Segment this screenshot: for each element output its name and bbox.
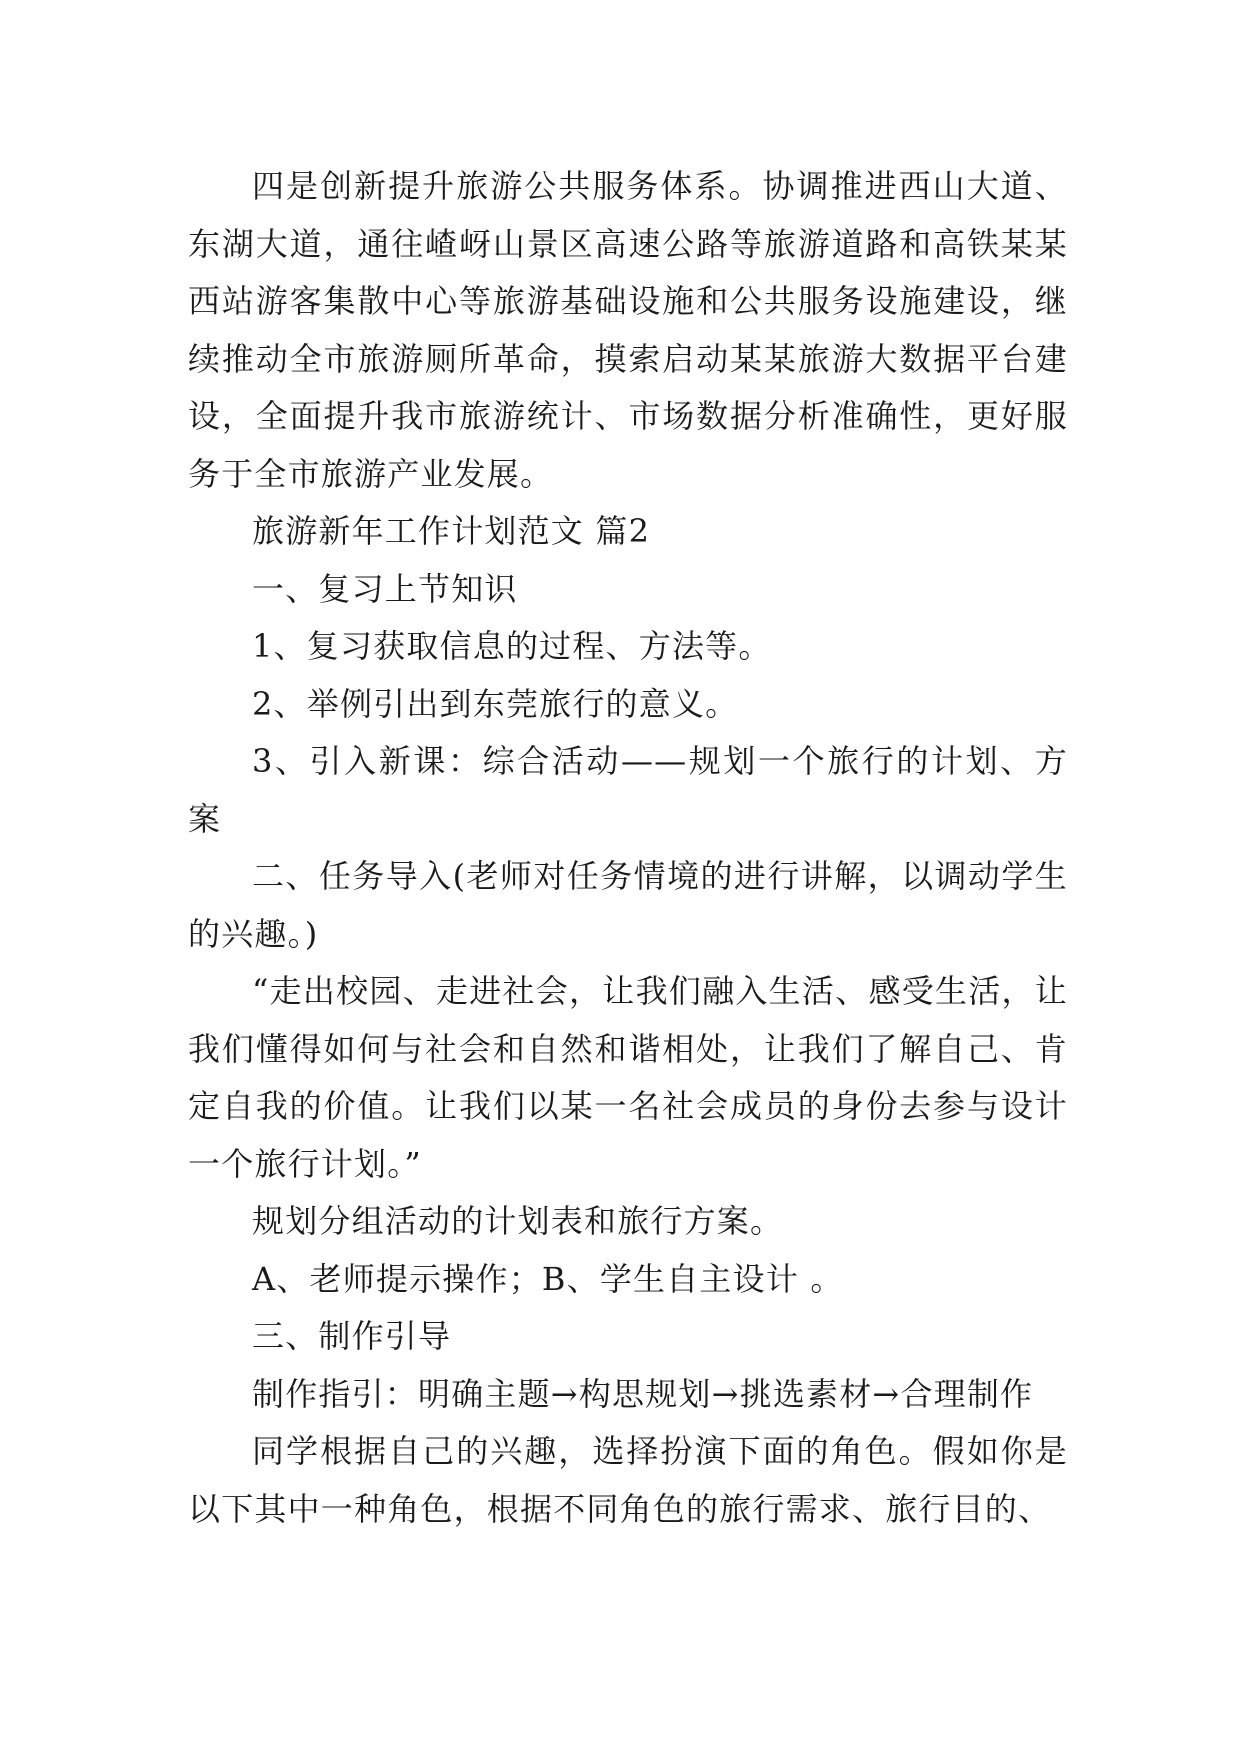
heading-review: 一、复习上节知识	[252, 569, 518, 608]
paragraph-plan-table: 规划分组活动的计划表和旅行方案。	[252, 1202, 784, 1240]
paragraph-operation: A、老师提示操作；B、学生自主设计 。	[252, 1259, 844, 1298]
list-item-1: 1、复习获取信息的过程、方法等。	[252, 627, 772, 665]
paragraph-tourism-service: 四是创新提升旅游公共服务体系。协调推进西山大道、东湖大道，通往嵖岈山景区高速公路等旅游道路和高铁某某西站游客集散中心等旅游基础设施和公共服务设施建设，继续推动全市旅游厕所革命，摸索启动某某旅游大数据平台建设，全面提升我市旅游统计、市场数据分析准确性，更好服务于全市旅游产业发展。	[188, 167, 1068, 493]
paragraph-roles: 同学根据自己的兴趣，选择扮演下面的角色。假如你是以下其中一种角色，根据不同角色的旅行需求、旅行目的、	[188, 1432, 1068, 1528]
section-title: 旅游新年工作计划范文 篇2	[252, 512, 651, 550]
heading-guidance: 三、制作引导	[252, 1317, 452, 1355]
paragraph-quote: “走出校园、走进社会，让我们融入生活、感受生活，让我们懂得如何与社会和自然和谐相处，让我们了解自己、肯定自我的价值。让我们以某一名社会成员的身份去参与设计一个旅行计划。”	[188, 972, 1068, 1183]
heading-task-intro: 二、任务导入(老师对任务情境的进行讲解，以调动学生的兴趣。)	[188, 857, 1068, 953]
list-item-2: 2、举例引出到东莞旅行的意义。	[252, 684, 739, 723]
paragraph-steps: 制作指引：明确主题→构思规划→挑选素材→合理制作	[252, 1374, 1034, 1413]
list-item-3: 3、引入新课：综合活动——规划一个旅行的计划、方案	[188, 742, 1068, 838]
document-body	[188, 158, 1068, 1538]
